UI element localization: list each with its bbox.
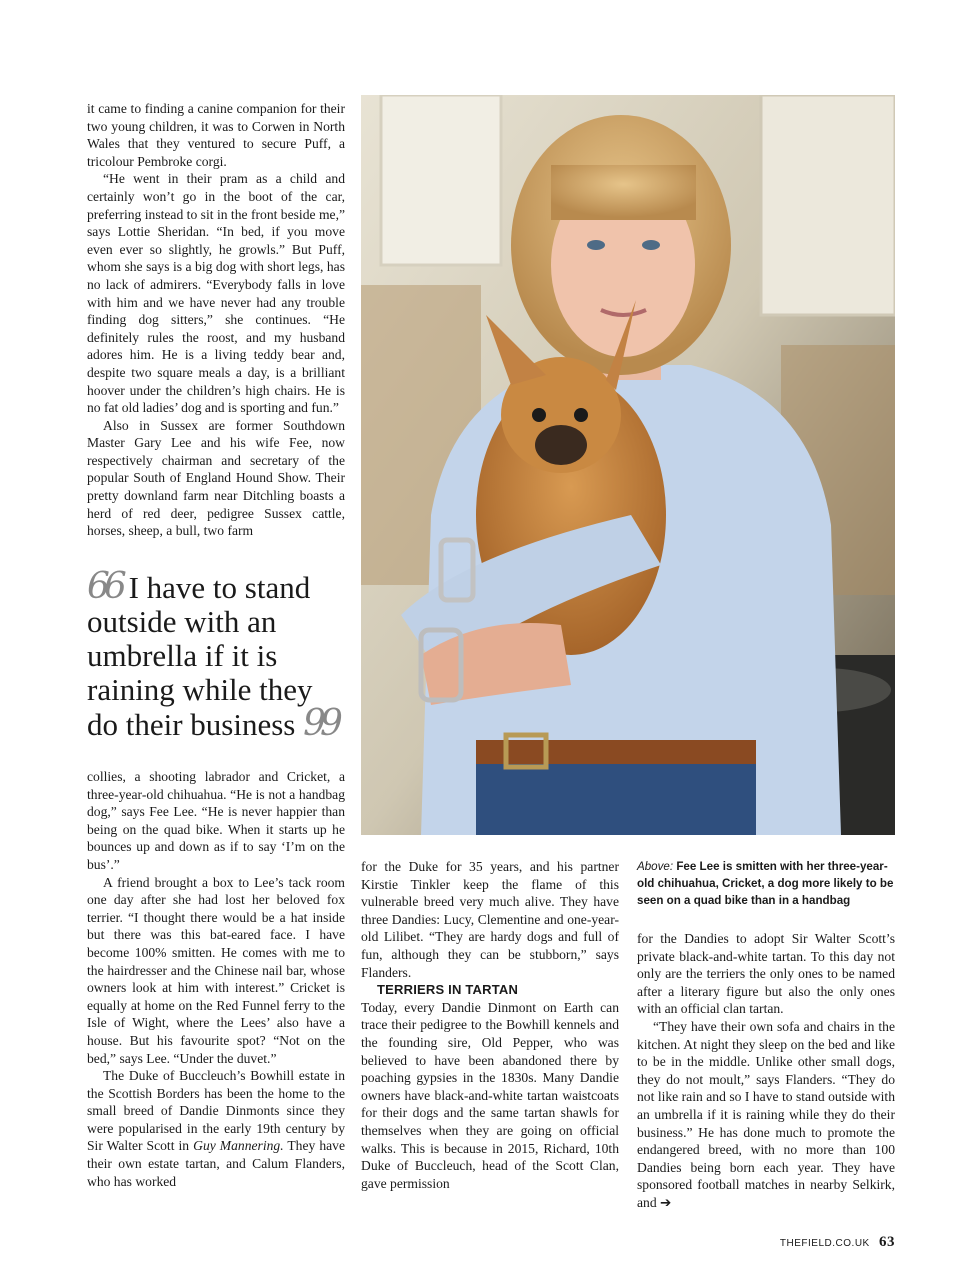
paragraph: “They have their own sofa and chairs in the kitchen. At night they sleep on the bed and like to be in the middle. Unlike other small dogs, they do not moult,” says Flanders. “They do not like rain and so I have to stand outside with an umbrella if it is raining while they do their business.” He has done much to promote the endangered breed, with no more than 100 Dandies being born each year. They have sponsored football matches in nearby Selkirk, and ➔ (637, 1018, 895, 1210)
column-1-bottom (87, 768, 345, 1190)
book-title: Guy Mannering. (193, 1138, 284, 1154)
photo-fee-lee-with-chihuahua (361, 95, 895, 835)
pull-quote (87, 566, 349, 744)
text-run: The Duke of Buccleuch’s Bowhill estate in the Scottish Borders has been the home to the small breed of Dandie Dinmonts since they were popularised in the early 19th century by Sir Walter Scott in (87, 1068, 345, 1154)
caption-text: Fee Lee is smitten with her three-year-old chihuahua, Cricket, a dog more likely to be seen on a quad bike than in a handbag (637, 860, 894, 907)
photo-caption (637, 858, 895, 909)
column-3 (637, 930, 895, 1212)
open-quote-mark: 66 (87, 566, 121, 607)
page-footer (780, 1234, 895, 1251)
column-1-top (87, 100, 345, 540)
pull-quote-text: I have to stand outside with an umbrella if it is raining while they do their business (87, 570, 313, 742)
close-quote-mark: 99 (303, 703, 337, 744)
paragraph: for the Duke for 35 years, and his partner Kirstie Tinkler keep the flame of this vulnerable breed very much alive. They have three Dandies: Lucy, Clementine and one-year-old Lilibet. “They are hardy dogs and full of fun, although they can be stubborn,” says Flanders. (361, 859, 619, 980)
paragraph: Also in Sussex are former Southdown Master Gary Lee and his wife Fee, now respectively chairman and secretary of the popular South of England Hound Show. Their pretty downland farm near Ditchling boasts a herd of red deer, pedigree Sussex cattle, horses, sheep, a bull, two farm (87, 417, 345, 539)
paragraph: collies, a shooting labrador and Cricket, a three-year-old chihuahua. “He is not a handbag dog,” says Fee Lee. “He is never happier than being on the quad bike. When it starts up he bounces up and down as if to say ‘I’m on the bus’.” (87, 769, 345, 872)
photo-illustration (361, 95, 895, 835)
text-run: They have their own estate tartan, and Calum Flanders, who has worked (87, 1138, 345, 1189)
subheading: TERRIERS IN TARTAN (377, 982, 519, 998)
paragraph: for the Dandies to adopt Sir Walter Scott’s private black-and-white tartan. To this day not only are the terriers the only ones to be named after a literary figure but also the only ones with an official clan tartan. (637, 931, 895, 1017)
site-name: THEFIELD.CO.UK (779, 1238, 870, 1249)
paragraph: Today, every Dandie Dinmont on Earth can trace their pedigree to the Bowhill kennels and the founding sire, Old Pepper, who was believed to have been abandoned there by poaching gypsies in the 1830s. Many Dandie owners have black-and-white tartan waistcoats for their dogs and the same tartan shawls for themselves when they are going on official walks. This is because in 2015, Richard, 10th Duke of Buccleuch, head of the Scott Clan, gave permission (361, 999, 619, 1191)
page-number: 63 (879, 1234, 895, 1250)
paragraph: A friend brought a box to Lee’s tack room one day after she had lost her beloved fox terrier. “I thought there would be a hat inside but there was this bat-eared face. I have become 100% smitten. He comes with me to the hairdresser and the Chinese nail bar, whose owners look at him with interest.” Cricket is equally at home on the Red Funnel ferry to the Isle of Wight, where the Lees’ also have a house. But his favourite spot? “Not on the bed,” says Lee. “Under the duvet.” (87, 874, 345, 1066)
paragraph: “He went in their pram as a child and certainly won’t go in the boot of the car, preferring instead to sit in the front beside me,” says Lottie Sheridan. “In bed, if you move even ever so slightly, he growls.” But Puff, whom she says is a big dog with short legs, has no lack of admirers. “Everybody falls in love with him and we have never had any trouble finding dog sitters,” she continues. “He definitely rules the roost, and my husband adores him. He is a living teddy bear and, despite two square meals a day, is a brilliant hoover under the children’s high chairs. He is no fat old ladies’ dog and is sporting and fun.” (87, 171, 345, 416)
caption-lead: Above: (637, 860, 674, 873)
column-2 (361, 858, 619, 1192)
paragraph: it came to finding a canine companion for their two young children, it was to Corwen in North Wales that they ventured to secure Puff, a tricolour Pembroke corgi. (87, 101, 345, 169)
paragraph (87, 1067, 345, 1190)
